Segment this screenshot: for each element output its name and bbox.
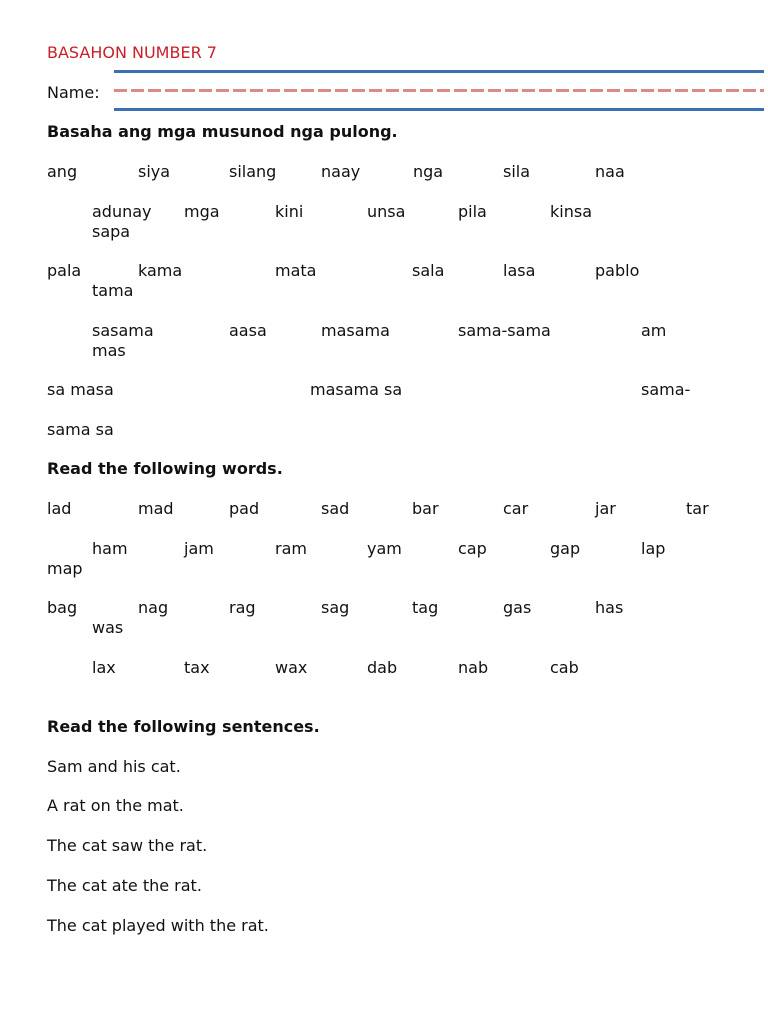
reading-word: ham <box>92 539 128 558</box>
reading-word: map <box>47 559 83 578</box>
reading-word: tax <box>184 658 210 677</box>
reading-word: gap <box>550 539 581 558</box>
reading-word: car <box>503 499 529 518</box>
reading-word: tag <box>412 598 439 617</box>
worksheet-title: BASAHON NUMBER 7 <box>47 43 217 62</box>
reading-word: siya <box>138 162 171 181</box>
reading-word: cab <box>550 658 579 677</box>
reading-word: ang <box>47 162 78 181</box>
reading-word: mga <box>184 202 220 221</box>
reading-word: pablo <box>595 261 640 280</box>
reading-word: sama-sama <box>458 321 551 340</box>
reading-word: adunay <box>92 202 152 221</box>
reading-word: sag <box>321 598 350 617</box>
reading-word: mad <box>138 499 174 518</box>
reading-word: tama <box>92 281 134 300</box>
reading-word: jar <box>595 499 616 518</box>
reading-word: yam <box>367 539 402 558</box>
reading-word: sa masa <box>47 380 114 399</box>
reading-word: masama sa <box>310 380 403 399</box>
reading-word: sama- <box>641 380 691 399</box>
reading-word: kini <box>275 202 304 221</box>
reading-word: bar <box>412 499 439 518</box>
reading-word: cap <box>458 539 487 558</box>
reading-word: has <box>595 598 624 617</box>
reading-sentence: The cat ate the rat. <box>47 876 202 895</box>
reading-word: silang <box>229 162 277 181</box>
reading-word: naa <box>595 162 625 181</box>
reading-word: pala <box>47 261 82 280</box>
reading-word: lad <box>47 499 72 518</box>
section3-heading: Read the following sentences. <box>47 717 320 736</box>
reading-word: sala <box>412 261 445 280</box>
reading-word: tar <box>686 499 709 518</box>
section1-heading: Basaha ang mga musunod nga pulong. <box>47 122 398 141</box>
reading-word: sama sa <box>47 420 114 439</box>
reading-word: nag <box>138 598 169 617</box>
section2-heading: Read the following words. <box>47 459 283 478</box>
reading-word: mata <box>275 261 317 280</box>
reading-word: ram <box>275 539 307 558</box>
reading-word: bag <box>47 598 78 617</box>
reading-word: sad <box>321 499 350 518</box>
reading-word: wax <box>275 658 308 677</box>
reading-sentence: A rat on the mat. <box>47 796 184 815</box>
reading-word: kinsa <box>550 202 592 221</box>
reading-word: pila <box>458 202 487 221</box>
reading-word: pad <box>229 499 260 518</box>
reading-word: naay <box>321 162 361 181</box>
reading-word: unsa <box>367 202 406 221</box>
name-write-lines <box>114 70 764 112</box>
reading-word: am <box>641 321 667 340</box>
reading-word: gas <box>503 598 532 617</box>
reading-word: lap <box>641 539 666 558</box>
reading-word: dab <box>367 658 398 677</box>
reading-word: masama <box>321 321 390 340</box>
reading-sentence: Sam and his cat. <box>47 757 181 776</box>
reading-sentence: The cat saw the rat. <box>47 836 208 855</box>
reading-word: aasa <box>229 321 267 340</box>
reading-word: rag <box>229 598 256 617</box>
name-label: Name: <box>47 83 100 102</box>
reading-word: sapa <box>92 222 131 241</box>
reading-word: sasama <box>92 321 154 340</box>
reading-word: lasa <box>503 261 536 280</box>
reading-word: sila <box>503 162 531 181</box>
reading-sentence: The cat played with the rat. <box>47 916 269 935</box>
reading-word: nab <box>458 658 489 677</box>
reading-word: nga <box>413 162 444 181</box>
reading-word: mas <box>92 341 126 360</box>
reading-word: kama <box>138 261 183 280</box>
reading-word: lax <box>92 658 116 677</box>
reading-word: was <box>92 618 124 637</box>
reading-word: jam <box>184 539 214 558</box>
